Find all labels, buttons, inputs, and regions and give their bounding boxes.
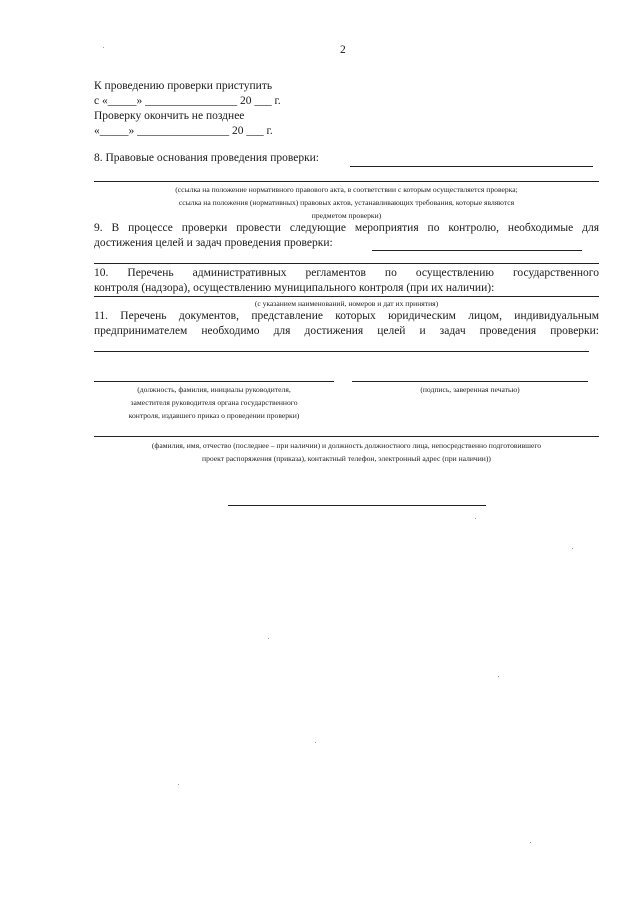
signature-sign-line	[352, 381, 588, 382]
scan-speck	[178, 784, 179, 785]
signature-right-note: (подпись, заверенная печатью)	[420, 385, 520, 394]
preparer-note-1: (фамилия, имя, отчество (последнее – при наличии) и должность должностного лица, непосредственно подготовившего	[151, 441, 542, 450]
scan-speck	[530, 842, 531, 843]
scan-speck	[572, 548, 573, 549]
item9-second-line	[94, 263, 599, 264]
closing-line	[228, 505, 486, 506]
item10-line1: 10. Перечень административных регламентов по осуществлению государственного	[94, 267, 599, 279]
page-number: 2	[340, 44, 346, 56]
item9-line2: достижения целей и задач проведения проверки:	[94, 237, 333, 249]
signature-left-note-2: заместителя руководителя органа государственного	[130, 398, 298, 407]
item8-note-1: (ссылка на положение нормативного правового акта, в соответствии с которым осуществляется проверка;	[175, 185, 518, 194]
scan-speck	[315, 742, 316, 743]
start-date-line: с «_____» ________________ 20 ___ г.	[94, 95, 281, 107]
scan-speck	[475, 518, 476, 519]
end-date-line: «_____» ________________ 20 ___ г.	[94, 125, 273, 137]
item8-fill-line	[350, 166, 593, 167]
item10-line2: контроля (надзора), осуществлению муниципального контроля (при их наличии):	[94, 282, 495, 294]
scan-speck	[268, 638, 269, 639]
item11-line2: предпринимателем необходимо для достижения целей и задач проведения проверки:	[94, 325, 599, 337]
item9-line1: 9. В процессе проверки провести следующие мероприятия по контролю, необходимые для	[94, 222, 599, 234]
start-label: К проведению проверки приступить	[94, 80, 273, 92]
preparer-line	[94, 436, 599, 437]
item9-fill-line	[372, 250, 582, 251]
item10-fill-line	[94, 296, 599, 297]
item10-note: (с указанием наименований, номеров и дат их принятия)	[254, 299, 439, 308]
item8-second-line	[94, 181, 599, 182]
item8-note-2: ссылка на положения (нормативных) правовых актов, устанавливающих требования, которые являются	[178, 198, 515, 207]
item11-line1: 11. Перечень документов, представление которых юридическим лицом, индивидуальным	[94, 310, 599, 322]
signature-position-line	[94, 381, 334, 382]
signature-left-note-3: контроля, издавшего приказ о проведении проверки)	[128, 411, 300, 420]
preparer-note-2: проект распоряжения (приказа), контактный телефон, электронный адрес (при наличии))	[202, 454, 491, 463]
scan-speck	[498, 676, 499, 677]
signature-left-note-1: (должность, фамилия, инициалы руководителя,	[137, 385, 291, 394]
item8-note-3: предметом проверки)	[311, 211, 382, 220]
scan-speck	[103, 47, 104, 48]
item8-text: 8. Правовые основания проведения проверки:	[94, 152, 320, 164]
item11-fill-line	[94, 351, 589, 352]
end-label: Проверку окончить не позднее	[94, 110, 245, 122]
